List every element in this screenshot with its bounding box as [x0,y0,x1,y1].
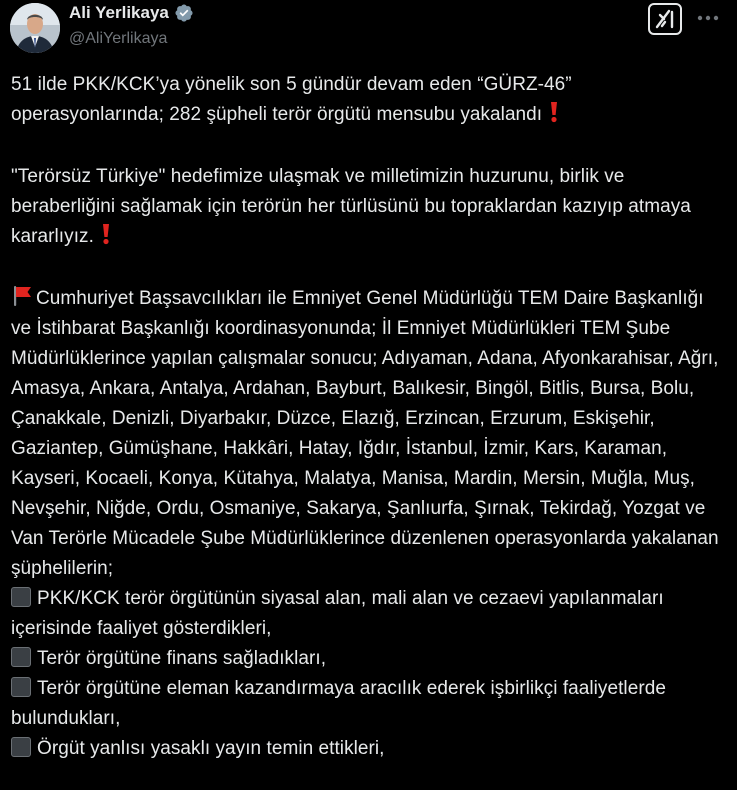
tweet-paragraph-3 [11,284,727,584]
red-exclamation-icon [549,101,559,123]
verified-badge-icon [174,3,194,23]
paragraph-3-text: Cumhuriyet Başsavcılıkları ile Emniyet Genel Müdürlüğü TEM Daire Başkanlığı ve İstihbarat Başkanlığı koordinasyonunda; İl Emniyet Müdürlükleri TEM Şube Müdürlüklerince yapılan çalışmalar sonucu; Adıyaman, Adana, Afyonkarahisar, Ağrı, Amasya, Ankara, Antalya, Ardahan, Bayburt, Balıkesir, Bingöl, Bitlis, Bursa, Bolu, Çanakkale, Denizli, Diyarbakır, Düzce, Elazığ, Erzincan, Erzurum, Eskişehir, Gaziantep, Gümüşhane, Hakkâri, Hatay, Iğdır, İstanbul, İzmir, Kars, Karaman, Kayseri, Kocaeli, Konya, Kütahya, Malatya, Manisa, Mardin, Mersin, Muğla, Muş, Nevşehir, Niğde, Ordu, Osmaniye, Sakarya, Şanlıurfa, Şırnak, Tekirdağ, Yozgat ve Van Terörle Mücadele Şube Müdürlüklerince düzenlenen operasyonlarda yakalanan şüphelilerin; [11,288,719,579]
black-square-icon [11,677,31,697]
paragraph-spacer [11,130,727,162]
tweet-paragraph-2 [11,162,727,252]
author-display-name[interactable]: Ali Yerlikaya [69,3,169,22]
tweet-header [0,0,737,60]
avatar[interactable] [10,3,60,53]
paragraph-spacer [11,252,727,284]
grok-button[interactable] [648,3,682,35]
more-options-button[interactable] [694,8,722,28]
bullet-item [11,734,727,764]
bullet-item [11,644,727,674]
paragraph-2-text: "Terörsüz Türkiye" hedefimize ulaşmak ve milletimizin huzurunu, birlik ve beraberliğini sağlamak için terörün her türlüsünü bu topraklardan kazıyıp atmaya kararlıyız. [11,166,691,247]
bullet-text: PKK/KCK terör örgütünün siyasal alan, mali alan ve cezaevi yapılanmaları içerisinde faaliyet gösterdikleri, [11,588,664,639]
paragraph-1-text: 51 ilde PKK/KCK’ya yönelik son 5 gündür devam eden “GÜRZ-46” operasyonlarında; 282 şüpheli terör örgütü mensubu yakalandı [11,74,572,125]
bullet-text: Terör örgütüne eleman kazandırmaya aracılık ederek işbirlikçi faaliyetlerde bulundukları, [11,678,666,729]
grok-icon [654,8,676,30]
author-handle[interactable]: @AliYerlikaya [69,30,168,47]
black-square-icon [11,737,31,757]
black-square-icon [11,647,31,667]
tweet-paragraph-1 [11,70,727,130]
bullet-item [11,584,727,644]
tweet-text [11,70,727,764]
red-flag-icon [11,285,33,307]
more-options-icon [697,15,719,21]
bullet-text: Örgüt yanlısı yasaklı yayın temin ettikleri, [37,738,385,759]
bullet-item [11,674,727,734]
black-square-icon [11,587,31,607]
red-exclamation-icon [101,223,111,245]
bullet-text: Terör örgütüne finans sağladıkları, [37,648,327,669]
